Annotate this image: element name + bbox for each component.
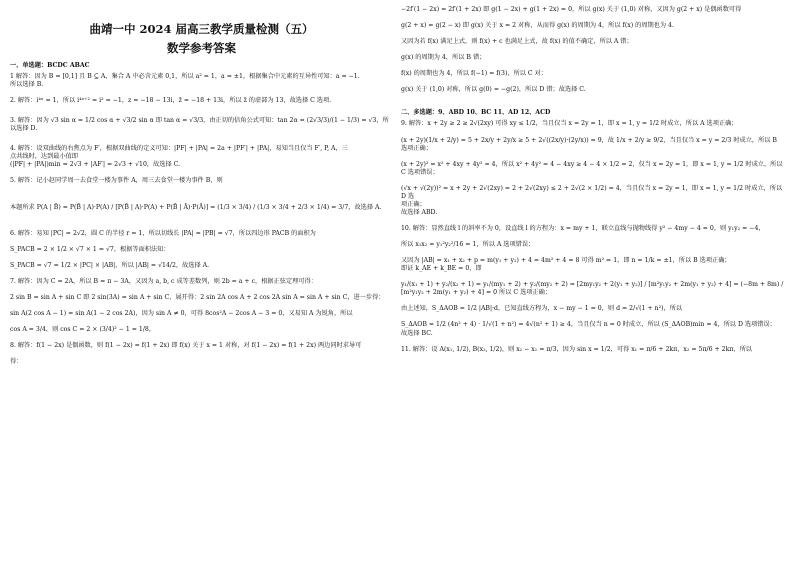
- right-column: [401, 6, 784, 354]
- q6-line2: S_PACB = 2 × 1/2 × √7 × 1 = √7，根据等面积法知：: [10, 245, 170, 253]
- document-subtitle: 数学参考答案: [167, 40, 236, 55]
- q10-line6: 由上述知，S_ΔAOB = 1/2 |AB|·d，已知直线方程为，x − my − 1 = 0，则 d = 2/√(1 + n²)，所以: [401, 305, 683, 313]
- q9-line5: (√x + √(2y))² = x + 2y + 2√(2xy) = 2 + 2√(2xy) ≤ 2 + 2√(2 × 1/2) = 4，当且仅当 x = 2y = 1，即 x = 1, y = 1/2 时成立，所以 D 选: [401, 184, 783, 200]
- q9-conclusion: 故选择 ABD.: [401, 208, 438, 216]
- q10-line7: S_ΔAOB = 1/2 (4n² + 4) · 1/√(1 + n²) = 4√(n² + 1) ≥ 4，当且仅当 n = 0 时成立，所以 (S_ΔAOB)min = 4，所以 D 选项错误；: [401, 321, 776, 329]
- q4-line3: (|PF| + |PA|)min = 2√3 + |AF′| = 2√3 + √10，故选择 C.: [10, 161, 181, 169]
- q9-line3: (x + 2y)² = x² + 4xy + 4y² = 4，所以 x² + 4y² = 4 − 4xy ≥ 4 − 4 × 1/2 = 2，仅当 x = 2y = 1，即 x = 1, y = 1/2 时成立，所以: [401, 160, 783, 168]
- q9-line2: (x + 2y)(1/x + 2/y) = 5 + 2x/y + 2y/x ≥ 5 + 2√((2x/y)·(2y/x)) = 9，故 1/x + 2/y ≥ 9/2，当且仅当 x = y = 2/3 时成立，所以 B 选项正确；: [401, 136, 777, 152]
- q1-conclusion: 所以选择 B.: [10, 81, 44, 88]
- q6-line3: S_PACB = √7 = 1/2 × |PC| × |AB|，所以 |AB| = √14/2，故选择 A.: [10, 261, 210, 269]
- q2-solution: 2. 解答：i⁴ⁿ = 1，所以 i⁴ⁿ⁺² = i² = −1，z = −18 − 13i，z̄ = −18 + 13i，所以 z̄ 的虚部为 13，故选择 C 选项.: [10, 97, 332, 105]
- q8-option-a: 又因为若 f(x) 满足上式，则 f(x) + c 也满足上式，故 f(x) 的值不确定，所以 A 错；: [401, 38, 633, 46]
- left-column: [10, 6, 393, 366]
- q8-option-d: g(x) 关于 (1,0) 对称，所以 g(0) = −g(2)，所以 D 错；故选择 C.: [401, 86, 586, 94]
- q10-line4: 即证 k_AE + k_BE = 0，即: [401, 265, 482, 273]
- q8-line2: 得：: [10, 358, 23, 366]
- q8-option-b: g(x) 的周期为 4，所以 B 错；: [401, 54, 486, 62]
- q10-solution: 10. 解答：显然直线 l 的斜率不为 0，设直线 l 的方程为：x = my + 1，联立直线与抛物线得 y² − 4my − 4 = 0，则 y₁y₂ = −4，: [401, 225, 765, 232]
- q5-equation: 本题所求 P(A | B̄) = P(B̄ | A)·P(A) / [P(B̄ | A)·P(A) + P(B̄ | Ā)·P(Ā)] = (1/3 × 3/4) / (1/3 × 3/4 + 2/3 × 1/4) = 3/7，故选择 A.: [10, 203, 382, 211]
- q10-line5: y₁/(x₁ + 1) + y₂/(x₂ + 1) = y₁/(my₁ + 2) + y₂/(my₂ + 2) = [2my₁y₂ + 2(y₁ + y₂)] / [m²y₁y₂ + 2m(y₁ + y₂) + 4] = (−8m + 8m) / [m²y₁y₂ + 2m(y₁ + y₂) + 4] = 0 所以 C 选项正确；: [401, 281, 784, 297]
- q4-solution: 4. 解答：设双曲线的右焦点为 F′，根据双曲线的定义可知：|PF| + |PA| = 2a + |PF′| + |PA|，易知当且仅当 F′, P, A，三: [10, 145, 348, 153]
- q7-line2: 2 sin B = sin A + sin C 即 2 sin(3A) = sin A + sin C，展开得：2 sin 2A cos A + 2 cos 2A sin A = sin A + sin C，进一步得：: [10, 293, 385, 301]
- q8-period: g(2 + x) = g(2 − x) 即 g(x) 关于 x = 2 对称，从而得 g(x) 的周期为 4，所以 f(x) 的周期也为 4.: [401, 22, 674, 30]
- q7-line3: sin A(2 cos A − 1) = sin A(1 − 2 cos 2A)，因为 sin A ≠ 0，可得 8cos²A − 2cos A − 3 = 0，又易知 A 为锐角，所以: [10, 309, 353, 317]
- q3-solution: 3. 解答：因为 √3 sin α = 1/2 cos α + √3/2 sin α 即 tan α = √3/3，由正切的倍角公式可知：tan 2α = (2√3/3)/(1 − 1/3) = √3，所以选择 D.: [10, 117, 389, 133]
- q8-continued: −2f′(1 − 2x) = 2f′(1 + 2x) 即 g(1 − 2x) + g(1 + 2x) = 0，所以 g(x) 关于 (1,0) 对称，又因为 g(2 + x) 是偶函数可得: [401, 6, 742, 13]
- multiple-choice-heading: 二、多选题：9、ABD 10、BC 11、AD 12、ACD: [401, 109, 551, 117]
- q8-option-c: f(x) 的周期也为 4，所以 f(−1) = f(3)，所以 C 对；: [401, 70, 547, 78]
- q7-solution: 7. 解答：因为 C = 2A，所以 B = π − 3A，又因为 a, b, c 成等差数列，则 2b = a + c，根据正弦定理可得：: [10, 277, 317, 285]
- q8-solution: 8. 解答：f(1 − 2x) 是偶函数，则 f(1 − 2x) = f(1 + 2x) 即 f(x) 关于 x = 1 对称，对 f(1 − 2x) = f(1 + 2x) 两边同时求导可: [10, 342, 362, 349]
- q10-conclusion: 故选择 BC.: [401, 329, 433, 337]
- q9-solution: 9. 解答：x + 2y ≥ 2 ≥ 2√(2xy) 可得 xy ≤ 1/2，当且仅当 x = 2y = 1，即 x = 1, y = 1/2 时成立，所以 A 选项正确；: [401, 120, 738, 128]
- q6-solution: 6. 解答：易知 |PC| = 2√2，圆 C 的半径 r = 1，所以切线长 |PA| = |PB| = √7，所以四边形 PACB 的面积为: [10, 229, 316, 237]
- q7-line4: cos A = 3/4，则 cos C = 2 × (3/4)² − 1 = 1/8，: [10, 325, 156, 333]
- q10-line3: 又因为 |AB| = x₁ + x₂ + p = m(y₁ + y₂) + 4 = 4m² + 4 = 8 可得 m² = 1，即 n = 1/k = ±1，所以 B 选项正确；: [401, 257, 731, 265]
- q4-line2: 点共线时，达到最小值即: [10, 153, 79, 161]
- q9-line6: 项正确；: [401, 200, 426, 208]
- q9-line4: C 选项错误；: [401, 168, 439, 176]
- q5-solution: 5. 解答：记小赵同学周一去食堂一楼为事件 A，周三去食堂一楼为事件 B，则: [10, 177, 223, 185]
- q11-solution: 11. 解答：设 A(x₁, 1/2), B(x₂, 1/2)，则 x₂ − x₁ = π/3，因为 sin x = 1/2，可得 x₁ = π/6 + 2kπ，x₂ = 5π/6 + 2kπ，所以: [401, 345, 752, 353]
- q1-solution: 1 解答：因为 B = [0,1] 且 B ⊆ A，集合 A 中必含元素 0,1，所以 a² = 1，a = ±1，根据集合中元素的互异性可知：a = −1.: [10, 72, 360, 80]
- document-title: 曲靖一中 2024 届高三教学质量检测（五）: [89, 22, 314, 36]
- single-choice-heading: 一、单选题：BCDC ABAC: [10, 61, 90, 69]
- q10-line2: 所以 x₁x₂ = y₁²y₂²/16 = 1，所以 A 选项错误；: [401, 241, 535, 249]
